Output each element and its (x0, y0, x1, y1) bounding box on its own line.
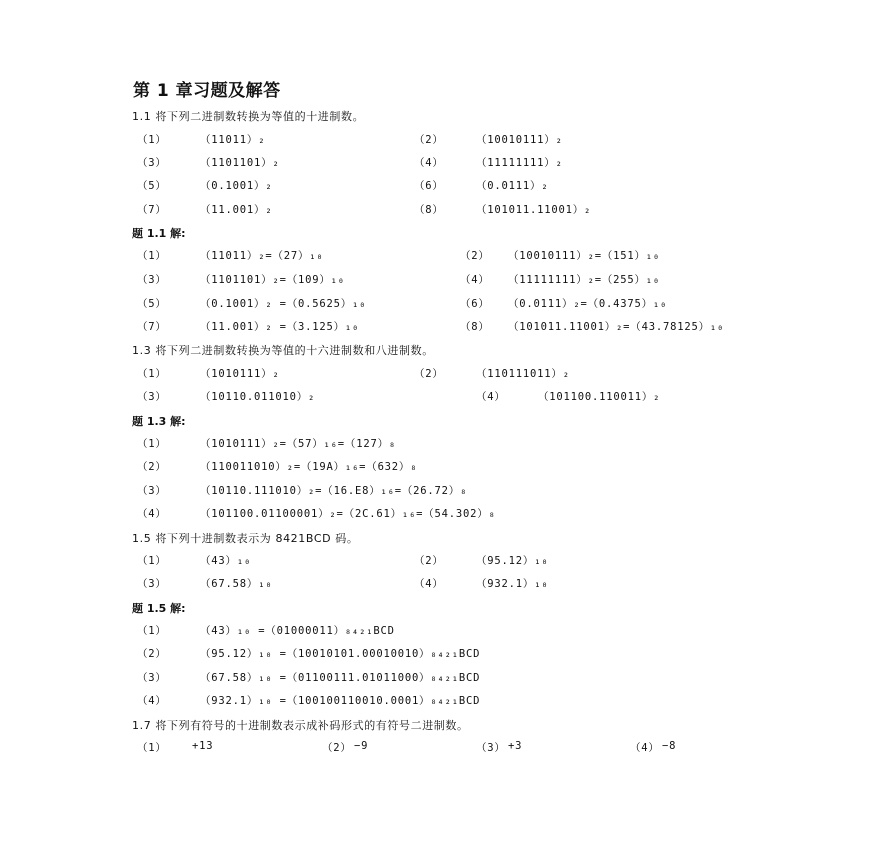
solution-1-5-row (0, 623, 870, 639)
item-value: （10110.111010）₂=（16.E8）₁₆=（26.72）₈ (200, 485, 468, 497)
item-number: （4） (137, 695, 167, 707)
solution-1-1-row (0, 319, 870, 335)
item-number: （4） (476, 391, 506, 403)
question-1-3-prompt: 1.3 将下列二进制数转换为等值的十六进制数和八进制数。 (132, 344, 434, 357)
solution-1-1-heading: 题 1.1 解: (132, 227, 186, 240)
page-title: 第 1 章习题及解答 (133, 81, 281, 101)
question-1-3-row (0, 389, 870, 405)
item-value: （932.1）₁₀ (476, 578, 549, 590)
solution-1-5-row (0, 693, 870, 709)
question-1-5-row (0, 576, 870, 592)
item-value: −8 (662, 740, 677, 752)
item-value: （0.0111）₂=（0.4375）₁₀ (508, 298, 668, 310)
item-value: （10110.011010）₂ (200, 391, 316, 403)
item-value: （110111011）₂ (476, 368, 570, 380)
item-value: （11111111）₂ (476, 157, 563, 169)
item-value: +3 (508, 740, 523, 752)
question-1-7-prompt: 1.7 将下列有符号的十进制数表示成补码形式的有符号二进制数。 (132, 719, 469, 732)
question-1-3-row (0, 366, 870, 382)
question-1-1-row (0, 155, 870, 171)
item-number: （2） (137, 648, 167, 660)
item-number: （3） (137, 274, 167, 286)
item-value: （0.0111）₂ (476, 180, 549, 192)
item-value: （11011）₂=（27）₁₀ (200, 250, 324, 262)
question-1-1-row (0, 132, 870, 148)
item-number: （2） (414, 555, 444, 567)
item-value: （1010111）₂ (200, 368, 280, 380)
question-1-7-row (0, 740, 870, 756)
item-number: （6） (414, 180, 444, 192)
item-number: （4） (414, 578, 444, 590)
solution-1-3-row (0, 459, 870, 475)
item-value: （11111111）₂=（255）₁₀ (508, 274, 661, 286)
item-number: （2） (460, 250, 490, 262)
question-1-5-row (0, 553, 870, 569)
item-value: （1101101）₂ (200, 157, 280, 169)
item-number: （4） (460, 274, 490, 286)
item-number: （3） (137, 391, 167, 403)
item-number: （1） (137, 438, 167, 450)
item-number: （6） (460, 298, 490, 310)
item-number: （1） (137, 134, 167, 146)
item-number: （4） (630, 742, 660, 754)
item-value: （1101101）₂=（109）₁₀ (200, 274, 345, 286)
item-number: （1） (137, 555, 167, 567)
item-value: （11011）₂ (200, 134, 266, 146)
item-number: （3） (137, 157, 167, 169)
item-value: （43）₁₀ (200, 555, 252, 567)
item-value: −9 (354, 740, 369, 752)
item-value: （95.12）₁₀ (476, 555, 549, 567)
solution-1-3-heading: 题 1.3 解: (132, 415, 186, 428)
item-value: （67.58）₁₀ =（01100111.01011000）₈₄₂₁BCD (200, 672, 481, 684)
item-value: （932.1）₁₀ =（100100110010.0001）₈₄₂₁BCD (200, 695, 481, 707)
item-value: （0.1001）₂ =（0.5625）₁₀ (200, 298, 367, 310)
solution-1-1-row (0, 296, 870, 312)
question-1-5-prompt: 1.5 将下列十进制数表示为 8421BCD 码。 (132, 532, 359, 545)
solution-1-1-row (0, 272, 870, 288)
item-value: （101100.110011）₂ (538, 391, 661, 403)
item-value: （101100.01100001）₂=（2C.61）₁₆=（54.302）₈ (200, 508, 496, 520)
item-number: （1） (137, 742, 167, 754)
item-number: （2） (137, 461, 167, 473)
item-value: （10010111）₂=（151）₁₀ (508, 250, 661, 262)
item-number: （4） (137, 508, 167, 520)
item-value: （11.001）₂ =（3.125）₁₀ (200, 321, 360, 333)
item-number: （3） (137, 485, 167, 497)
item-value: （1010111）₂=（57）₁₆=（127）₈ (200, 438, 396, 450)
solution-1-1-row (0, 248, 870, 264)
item-value: （101011.11001）₂=（43.78125）₁₀ (508, 321, 725, 333)
item-number: （1） (137, 250, 167, 262)
item-value: （95.12）₁₀ =（10010101.00010010）₈₄₂₁BCD (200, 648, 481, 660)
question-1-1-row (0, 178, 870, 194)
solution-1-5-row (0, 670, 870, 686)
item-value: （0.1001）₂ (200, 180, 273, 192)
item-number: （7） (137, 204, 167, 216)
solution-1-3-row (0, 483, 870, 499)
question-1-1-row (0, 202, 870, 218)
item-number: （2） (414, 368, 444, 380)
item-number: （1） (137, 625, 167, 637)
solution-1-3-row (0, 436, 870, 452)
item-value: （101011.11001）₂ (476, 204, 592, 216)
item-number: （5） (137, 180, 167, 192)
item-number: （8） (414, 204, 444, 216)
item-number: （5） (137, 298, 167, 310)
solution-1-5-row (0, 646, 870, 662)
question-1-1-prompt: 1.1 将下列二进制数转换为等值的十进制数。 (132, 110, 365, 123)
item-value: （11.001）₂ (200, 204, 273, 216)
item-value: +13 (192, 740, 214, 752)
item-number: （3） (137, 672, 167, 684)
item-number: （7） (137, 321, 167, 333)
item-number: （1） (137, 368, 167, 380)
item-number: （8） (460, 321, 490, 333)
item-number: （3） (476, 742, 506, 754)
item-number: （2） (322, 742, 352, 754)
item-number: （3） (137, 578, 167, 590)
item-value: （10010111）₂ (476, 134, 563, 146)
item-value: （67.58）₁₀ (200, 578, 273, 590)
solution-1-5-heading: 题 1.5 解: (132, 602, 186, 615)
item-value: （43）₁₀ =（01000011）₈₄₂₁BCD (200, 625, 395, 637)
item-value: （110011010）₂=（19A）₁₆=（632）₈ (200, 461, 418, 473)
solution-1-3-row (0, 506, 870, 522)
item-number: （2） (414, 134, 444, 146)
item-number: （4） (414, 157, 444, 169)
